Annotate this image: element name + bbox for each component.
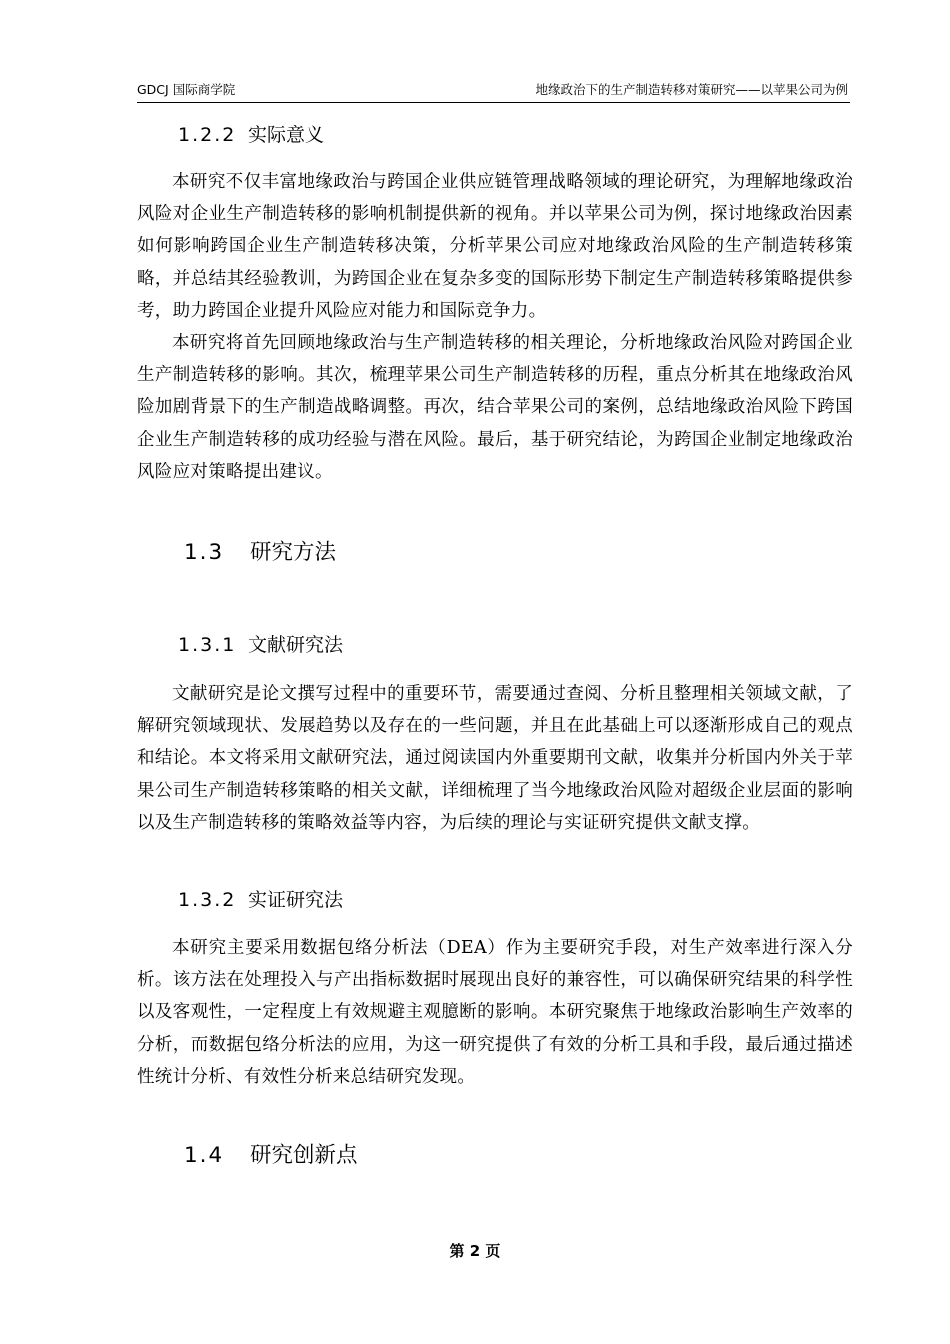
heading-1-3-2 bbox=[178, 885, 343, 912]
heading-1-3-1 bbox=[178, 630, 343, 657]
paragraph-practical-significance-1: 本研究不仅丰富地缘政治与跨国企业供应链管理战略领域的理论研究，为理解地缘政治风险对企业生产制造转移的影响机制提供新的视角。并以苹果公司为例，探讨地缘政治因素如何影响跨国企业生产制造转移决策，分析苹果公司应对地缘政治风险的生产制造转移策略，并总结其经验教训，为跨国企业在复杂多变的国际形势下制定生产制造转移策略提供参考，助力跨国企业提升风险应对能力和国际竞争力。 bbox=[137, 172, 853, 321]
header-institution: GDCJ 国际商学院 bbox=[137, 82, 236, 97]
heading-title: 实证研究法 bbox=[248, 889, 344, 911]
paragraph-empirical-method: 本研究主要采用数据包络分析法（DEA）作为主要研究手段，对生产效率进行深入分析。该方法在处理投入与产出指标数据时展现出良好的兼容性，可以确保研究结果的科学性以及客观性，一定程度上有效规避主观臆断的影响。本研究聚焦于地缘政治影响生产效率的分析，而数据包络分析法的应用，为这一研究提供了有效的分析工具和手段，最后通过描述性统计分析、有效性分析来总结研究发现。 bbox=[137, 938, 853, 1087]
heading-number: 1.2.2 bbox=[178, 124, 237, 146]
heading-title: 实际意义 bbox=[248, 124, 325, 146]
heading-title: 文献研究法 bbox=[248, 634, 344, 656]
paragraph-literature-method: 文献研究是论文撰写过程中的重要环节，需要通过查阅、分析且整理相关领域文献，了解研究领域现状、发展趋势以及存在的一些问题，并且在此基础上可以逐渐形成自己的观点和结论。本文将采用文献研究法，通过阅读国内外重要期刊文献，收集并分析国内外关于苹果公司生产制造转移策略的相关文献，详细梳理了当今地缘政治风险对超级企业层面的影响以及生产制造转移的策略效益等内容，为后续的理论与实证研究提供文献支撑。 bbox=[137, 684, 853, 833]
paragraph-practical-significance-2: 本研究将首先回顾地缘政治与生产制造转移的相关理论，分析地缘政治风险对跨国企业生产制造转移的影响。其次，梳理苹果公司生产制造转移的历程，重点分析其在地缘政治风险加剧背景下的生产制造战略调整。再次，结合苹果公司的案例，总结地缘政治风险下跨国企业生产制造转移的成功经验与潜在风险。最后，基于研究结论，为跨国企业制定地缘政治风险应对策略提出建议。 bbox=[137, 333, 853, 482]
heading-1-3 bbox=[184, 535, 336, 566]
page-number: 第 2 页 bbox=[449, 1242, 501, 1260]
heading-number: 1.3.2 bbox=[178, 889, 237, 911]
heading-number: 1.3 bbox=[184, 540, 225, 565]
heading-title: 研究创新点 bbox=[250, 1143, 358, 1168]
heading-title: 研究方法 bbox=[250, 540, 337, 565]
header-thesis-title: 地缘政治下的生产制造转移对策研究——以苹果公司为例 bbox=[535, 82, 848, 97]
page-header bbox=[137, 78, 850, 103]
heading-number: 1.3.1 bbox=[178, 634, 237, 656]
heading-1-4 bbox=[184, 1138, 358, 1169]
heading-number: 1.4 bbox=[184, 1143, 225, 1168]
heading-1-2-2 bbox=[178, 120, 324, 147]
